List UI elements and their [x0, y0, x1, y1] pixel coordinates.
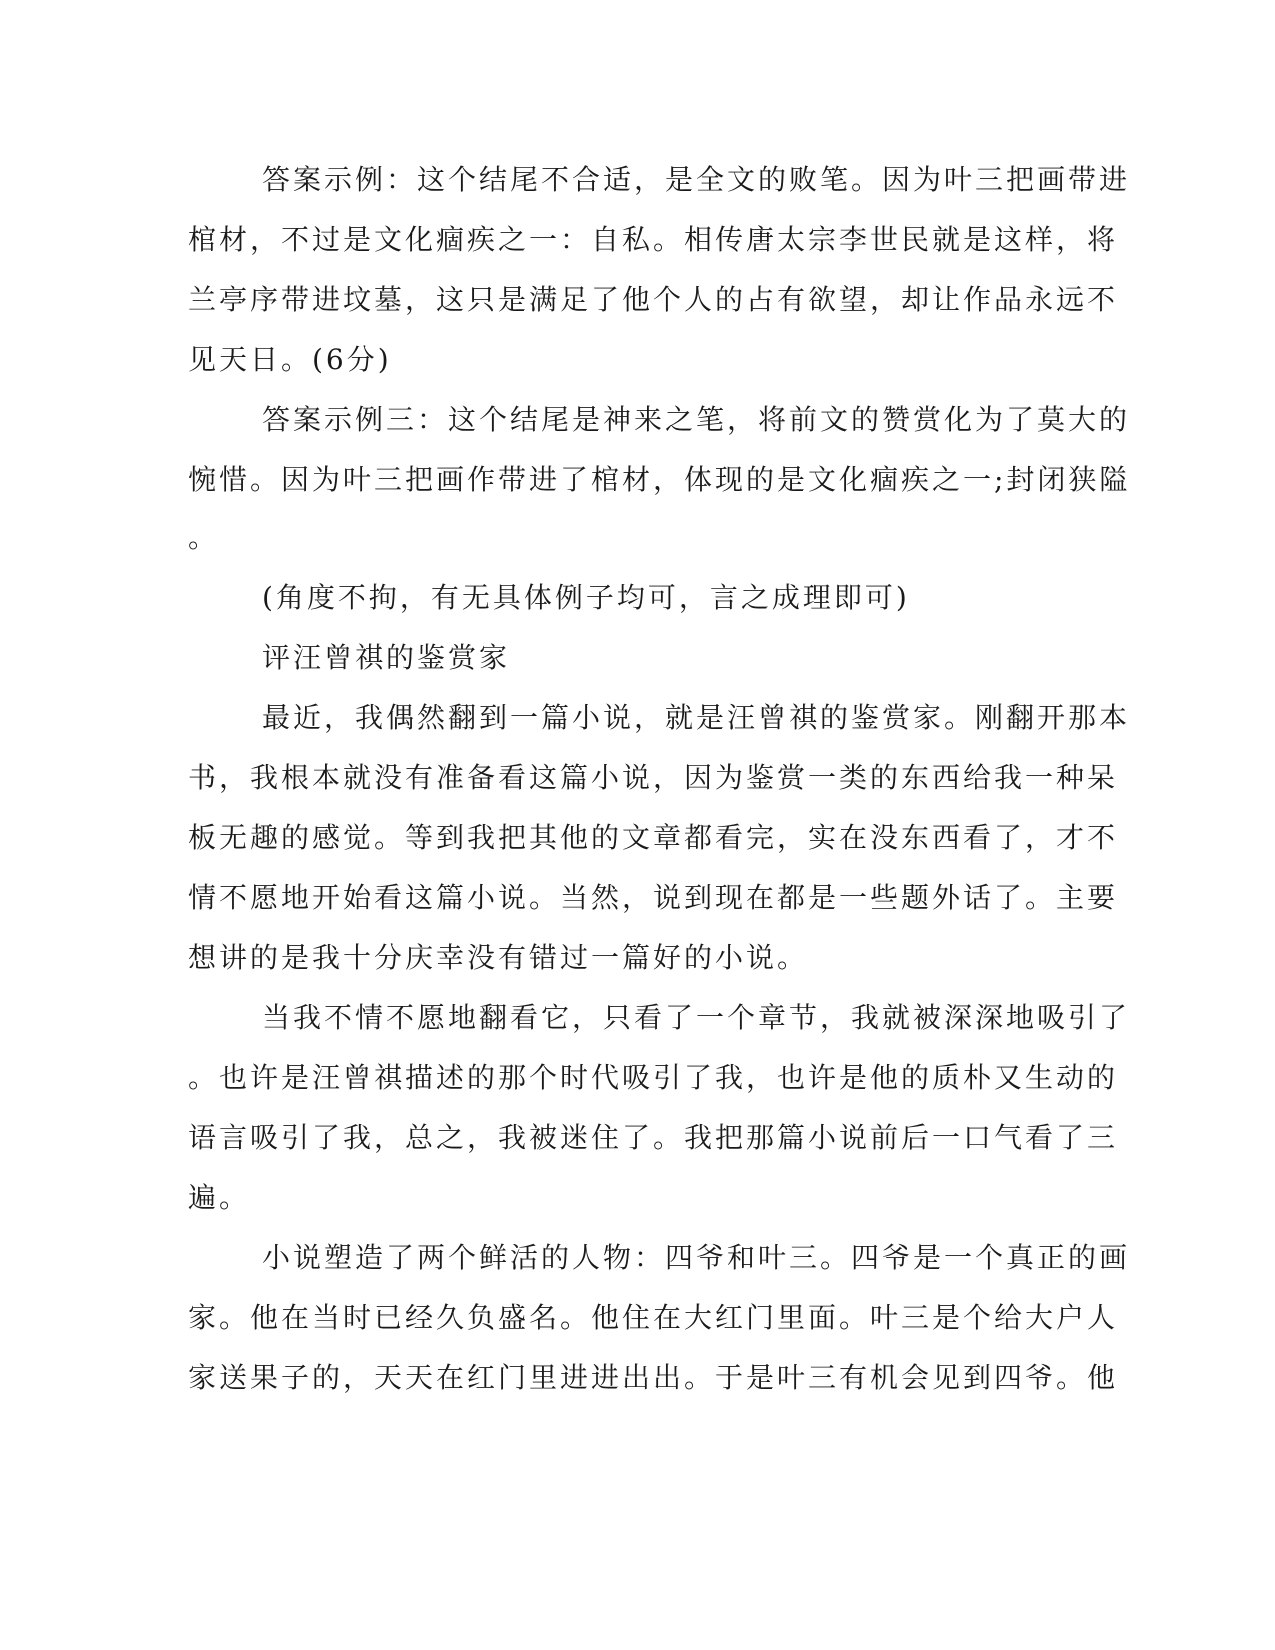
text-line: 家。他在当时已经久负盛名。他住在大红门里面。叶三是个给大户人	[188, 1301, 1119, 1334]
text-line: 。	[188, 521, 220, 554]
text-line: 兰亭序带进坟墓，这只是满足了他个人的占有欲望，却让作品永远不	[188, 283, 1119, 316]
text-line: 当我不情不愿地翻看它，只看了一个章节，我就被深深地吸引了	[262, 1001, 1131, 1034]
text-line: 惋惜。因为叶三把画作带进了棺材，体现的是文化痼疾之一;封闭狭隘	[188, 463, 1131, 496]
text-line: 书，我根本就没有准备看这篇小说，因为鉴赏一类的东西给我一种呆	[188, 761, 1119, 794]
text-line: 见天日。(6分)	[188, 343, 392, 376]
text-line: 。也许是汪曾祺描述的那个时代吸引了我，也许是他的质朴又生动的	[188, 1061, 1119, 1094]
text-line: 家送果子的，天天在红门里进进出出。于是叶三有机会见到四爷。他	[188, 1361, 1119, 1394]
text-line: 答案示例三：这个结尾是神来之笔，将前文的赞赏化为了莫大的	[262, 403, 1131, 436]
text-line: 语言吸引了我，总之，我被迷住了。我把那篇小说前后一口气看了三	[188, 1121, 1119, 1154]
text-line: 答案示例：这个结尾不合适，是全文的败笔。因为叶三把画带进	[262, 163, 1131, 196]
text-line: 板无趣的感觉。等到我把其他的文章都看完，实在没东西看了，才不	[188, 821, 1119, 854]
text-line: 小说塑造了两个鲜活的人物：四爷和叶三。四爷是一个真正的画	[262, 1241, 1131, 1274]
text-line: 情不愿地开始看这篇小说。当然，说到现在都是一些题外话了。主要	[188, 881, 1119, 914]
text-line: 棺材，不过是文化痼疾之一：自私。相传唐太宗李世民就是这样，将	[188, 223, 1119, 256]
section-title: 评汪曾祺的鉴赏家	[262, 641, 511, 674]
text-line: 遍。	[188, 1181, 251, 1214]
text-line: (角度不拘，有无具体例子均可，言之成理即可)	[262, 581, 910, 614]
text-line: 最近，我偶然翻到一篇小说，就是汪曾祺的鉴赏家。刚翻开那本	[262, 701, 1131, 734]
text-line: 想讲的是我十分庆幸没有错过一篇好的小说。	[188, 941, 809, 974]
